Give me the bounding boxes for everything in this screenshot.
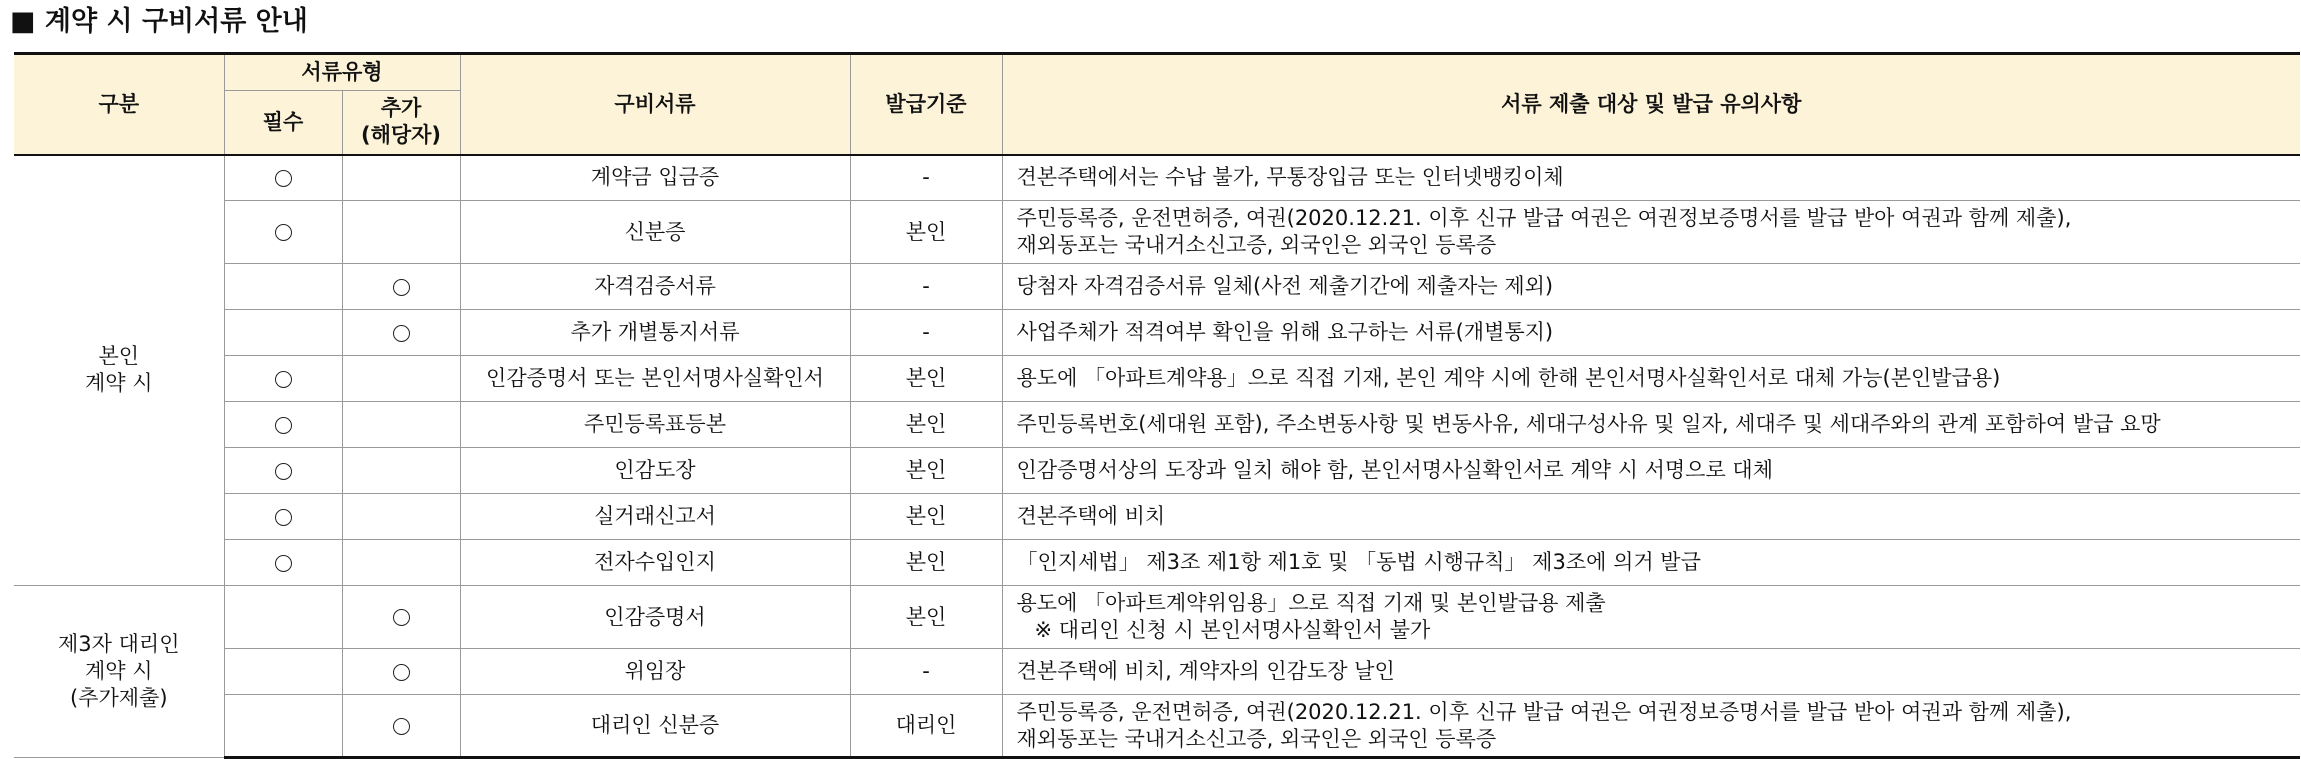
table-row [14,201,2300,264]
additional-cell [342,402,460,448]
document-name-cell: 인감도장 [460,448,850,494]
category-label-line: (추가제출) [69,686,168,710]
document-name-cell: 위임장 [460,649,850,695]
notes-line: 주민등록번호(세대원 포함), 주소변동사항 및 변동사유, 세대구성사유 및 일자, 세대주 및 세대주와의 관계 포함하여 발급 요망 [1016,412,2161,436]
circle-mark-icon [393,718,410,735]
table-row [14,310,2300,356]
issue-basis-cell: 본인 [850,586,1002,649]
notes-cell [1002,695,2300,758]
category-label-line: 계약 시 [84,659,153,683]
additional-cell [342,586,460,649]
notes-line: 주민등록증, 운전면허증, 여권(2020.12.21. 이후 신규 발급 여권은 여권정보증명서를 발급 받아 여권과 함께 제출), [1016,699,2072,724]
notes-cell [1002,649,2300,695]
notes-line: 주민등록증, 운전면허증, 여권(2020.12.21. 이후 신규 발급 여권은 여권정보증명서를 발급 받아 여권과 함께 제출), [1016,206,2072,230]
issue-basis-cell: - [850,649,1002,695]
notes-cell [1002,201,2300,264]
category-cell [14,586,224,758]
notes-cell [1002,264,2300,310]
required-cell [224,264,342,310]
additional-cell [342,310,460,356]
header-additional [342,91,460,155]
issue-basis-cell: - [850,155,1002,201]
additional-cell [342,201,460,264]
required-cell [224,155,342,201]
table-row [14,540,2300,586]
issue-basis-cell: 대리인 [850,695,1002,758]
table-row [14,155,2300,201]
circle-mark-icon [393,279,410,296]
document-name-cell: 신분증 [460,201,850,264]
additional-cell [342,649,460,695]
notes-cell [1002,310,2300,356]
circle-mark-icon [275,170,292,187]
additional-cell [342,540,460,586]
notes-cell [1002,356,2300,402]
table-row [14,402,2300,448]
notes-cell [1002,402,2300,448]
issue-basis-cell: 본인 [850,448,1002,494]
issue-basis-cell: 본인 [850,402,1002,448]
issue-basis-cell: 본인 [850,356,1002,402]
document-table [14,52,2300,759]
circle-mark-icon [393,325,410,342]
required-cell [224,402,342,448]
document-name-cell: 대리인 신분증 [460,695,850,758]
category-label-line: 본인 [98,344,140,369]
table-row [14,649,2300,695]
notes-line: 「인지세법」 제3조 제1항 제1호 및 「동법 시행규칙」 제3조에 의거 발급 [1016,550,1701,574]
circle-mark-icon [275,463,292,480]
document-name-cell: 인감증명서 [460,586,850,649]
required-cell [224,586,342,649]
required-cell [224,540,342,586]
issue-basis-cell: 본인 [850,201,1002,264]
circle-mark-icon [275,371,292,388]
header-documents: 구비서류 [460,54,850,155]
circle-mark-icon [275,509,292,526]
table-row [14,264,2300,310]
notes-line: 견본주택에 비치 [1016,504,1166,528]
additional-cell [342,494,460,540]
header-additional-line: (해당자) [360,123,442,148]
notes-line: 용도에 「아파트계약용」으로 직접 기재, 본인 계약 시에 한해 본인서명사실확인서로 대체 가능(본인발급용) [1016,366,2001,390]
notes-line: 견본주택에서는 수납 불가, 무통장입금 또는 인터넷뱅킹이체 [1016,165,1564,190]
required-cell [224,448,342,494]
document-name-cell: 인감증명서 또는 본인서명사실확인서 [460,356,850,402]
notes-cell [1002,448,2300,494]
additional-cell [342,356,460,402]
document-name-cell: 주민등록표등본 [460,402,850,448]
circle-mark-icon [393,609,410,626]
required-cell [224,356,342,402]
category-label-line: 계약 시 [84,371,153,396]
document-name-cell: 자격검증서류 [460,264,850,310]
issue-basis-cell: - [850,264,1002,310]
circle-mark-icon [275,417,292,434]
additional-cell [342,264,460,310]
issue-basis-cell: 본인 [850,494,1002,540]
required-cell [224,494,342,540]
notes-cell [1002,494,2300,540]
header-category: 구분 [14,54,224,155]
required-cell [224,201,342,264]
notes-line: 인감증명서상의 도장과 일치 해야 함, 본인서명사실확인서로 계약 시 서명으로 대체 [1016,458,1773,482]
required-cell [224,649,342,695]
notes-line: ※ 대리인 신청 시 본인서명사실확인서 불가 [1034,618,1431,642]
circle-mark-icon [275,555,292,572]
document-name-cell: 실거래신고서 [460,494,850,540]
table-row [14,448,2300,494]
header-required: 필수 [224,91,342,155]
notes-line: 재외동포는 국내거소신고증, 외국인은 외국인 등록증 [1016,233,1497,257]
table-row [14,586,2300,649]
document-name-cell: 추가 개별통지서류 [460,310,850,356]
notes-line: 사업주체가 적격여부 확인을 위해 요구하는 서류(개별통지) [1016,320,1554,344]
header-notes: 서류 제출 대상 및 발급 유의사항 [1002,54,2300,155]
additional-cell [342,155,460,201]
header-doc-type: 서류유형 [224,54,460,91]
required-cell [224,695,342,758]
header-additional-line: 추가 [380,96,422,121]
page-title: ■ 계약 시 구비서류 안내 [10,6,308,37]
table-row [14,356,2300,402]
notes-cell [1002,155,2300,201]
category-label-line: 제3자 대리인 [58,632,180,656]
header-issue-basis: 발급기준 [850,54,1002,155]
table-row [14,494,2300,540]
notes-cell [1002,540,2300,586]
document-name-cell: 계약금 입금증 [460,155,850,201]
additional-cell [342,695,460,758]
category-cell [14,155,224,586]
table-row [14,695,2300,758]
notes-line: 용도에 「아파트계약위임용」으로 직접 기재 및 본인발급용 제출 [1016,591,1606,615]
required-cell [224,310,342,356]
additional-cell [342,448,460,494]
circle-mark-icon [393,664,410,681]
issue-basis-cell: - [850,310,1002,356]
circle-mark-icon [275,224,292,241]
notes-cell [1002,586,2300,649]
issue-basis-cell: 본인 [850,540,1002,586]
document-name-cell: 전자수입인지 [460,540,850,586]
notes-line: 재외동포는 국내거소신고증, 외국인은 외국인 등록증 [1016,726,1497,751]
notes-line: 견본주택에 비치, 계약자의 인감도장 날인 [1016,659,1395,683]
notes-line: 당첨자 자격검증서류 일체(사전 제출기간에 제출자는 제외) [1016,274,1554,298]
